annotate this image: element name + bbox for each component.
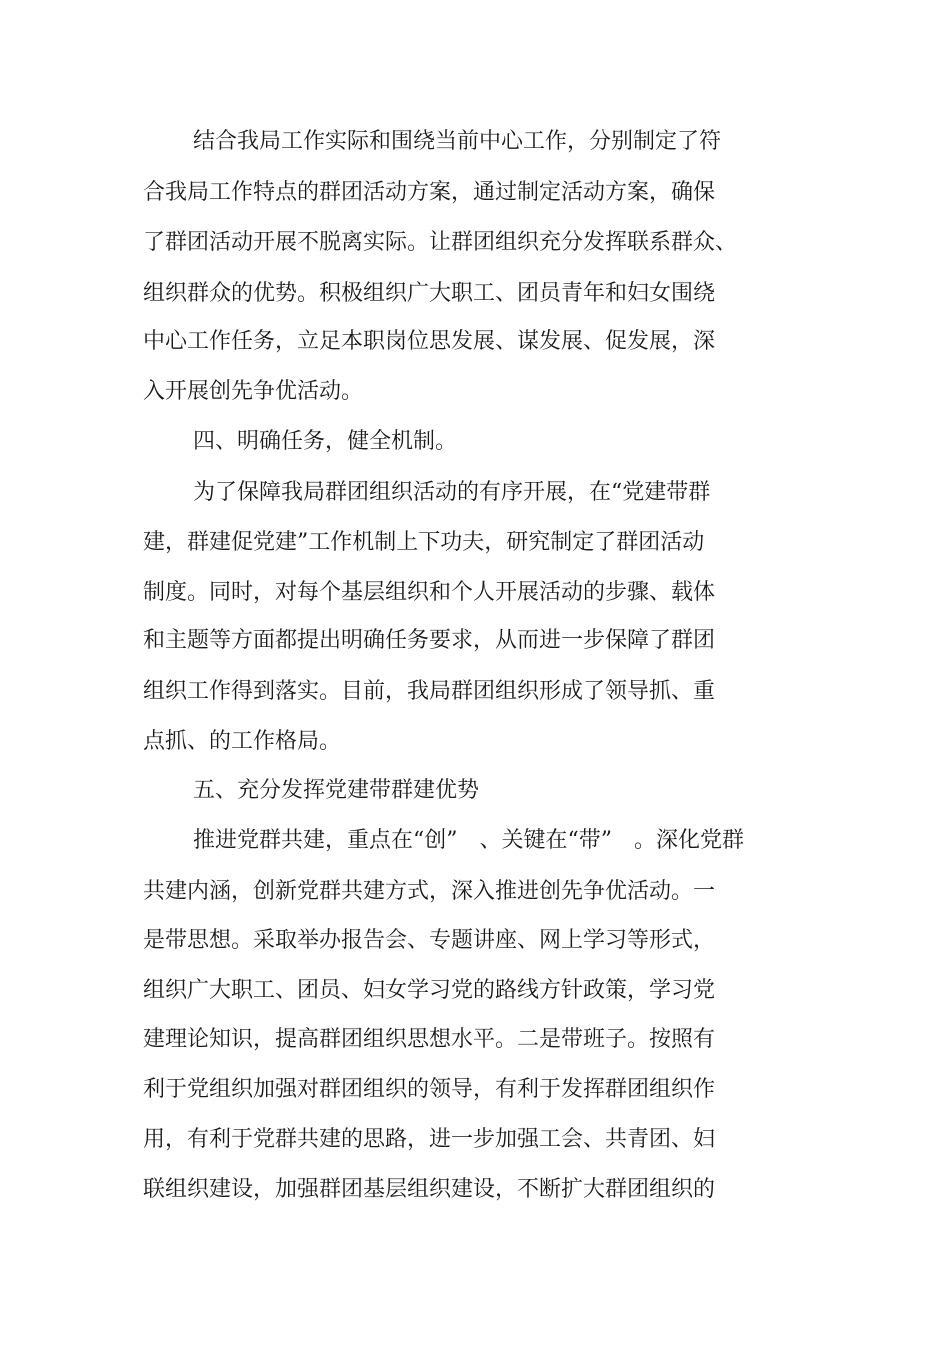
paragraph-line: 用，有利于党群共建的思路，进一步加强工会、共青团、妇 [143, 1127, 716, 1152]
paragraph-line: 组织工作得到落实。目前，我局群团组织形成了领导抓、重 [143, 679, 716, 704]
paragraph-line: 点抓、的工作格局。 [143, 729, 342, 754]
paragraph-line: 是带思想。采取举办报告会、专题讲座、网上学习等形式， [143, 928, 716, 953]
paragraph-line: 组织群众的优势。积极组织广大职工、团员青年和妇女围绕 [143, 281, 716, 306]
section-heading: 四、明确任务，健全机制。 [193, 429, 458, 454]
paragraph-line: 制度。同时，对每个基层组织和个人开展活动的步骤、载体 [143, 580, 716, 605]
paragraph-line: 组织广大职工、团员、妇女学习党的路线方针政策，学习党 [143, 978, 716, 1003]
paragraph-line: 为了保障我局群团组织活动的有序开展，在“党建带群 [193, 480, 711, 505]
paragraph-line: 利于党组织加强对群团组织的领导，有利于发挥群团组织作 [143, 1077, 716, 1102]
paragraph-line: 了群团活动开展不脱离实际。让群团组织充分发挥联系群众、 [143, 230, 738, 255]
paragraph-line: 建，群建促党建”工作机制上下功夫，研究制定了群团活动 [143, 530, 705, 555]
section-heading: 五、充分发挥党建带群建优势 [193, 778, 480, 803]
paragraph-line: 共建内涵，创新党群共建方式，深入推进创先争优活动。一 [143, 879, 716, 904]
paragraph-line: 中心工作任务，立足本职岗位思发展、谋发展、促发展，深 [143, 329, 716, 354]
paragraph-line: 推进党群共建，重点在“创” 、关键在“带” 。深化党群 [193, 828, 744, 853]
paragraph-line: 建理论知识，提高群团组织思想水平。二是带班子。按照有 [143, 1027, 716, 1052]
paragraph-line: 和主题等方面都提出明确任务要求，从而进一步保障了群团 [143, 628, 716, 653]
paragraph-line: 合我局工作特点的群团活动方案，通过制定活动方案，确保 [143, 180, 716, 205]
paragraph-line: 联组织建设，加强群团基层组织建设，不断扩大群团组织的 [143, 1177, 716, 1202]
paragraph-line: 入开展创先争优活动。 [143, 379, 364, 404]
paragraph-line: 结合我局工作实际和围绕当前中心工作，分别制定了符 [193, 129, 722, 154]
